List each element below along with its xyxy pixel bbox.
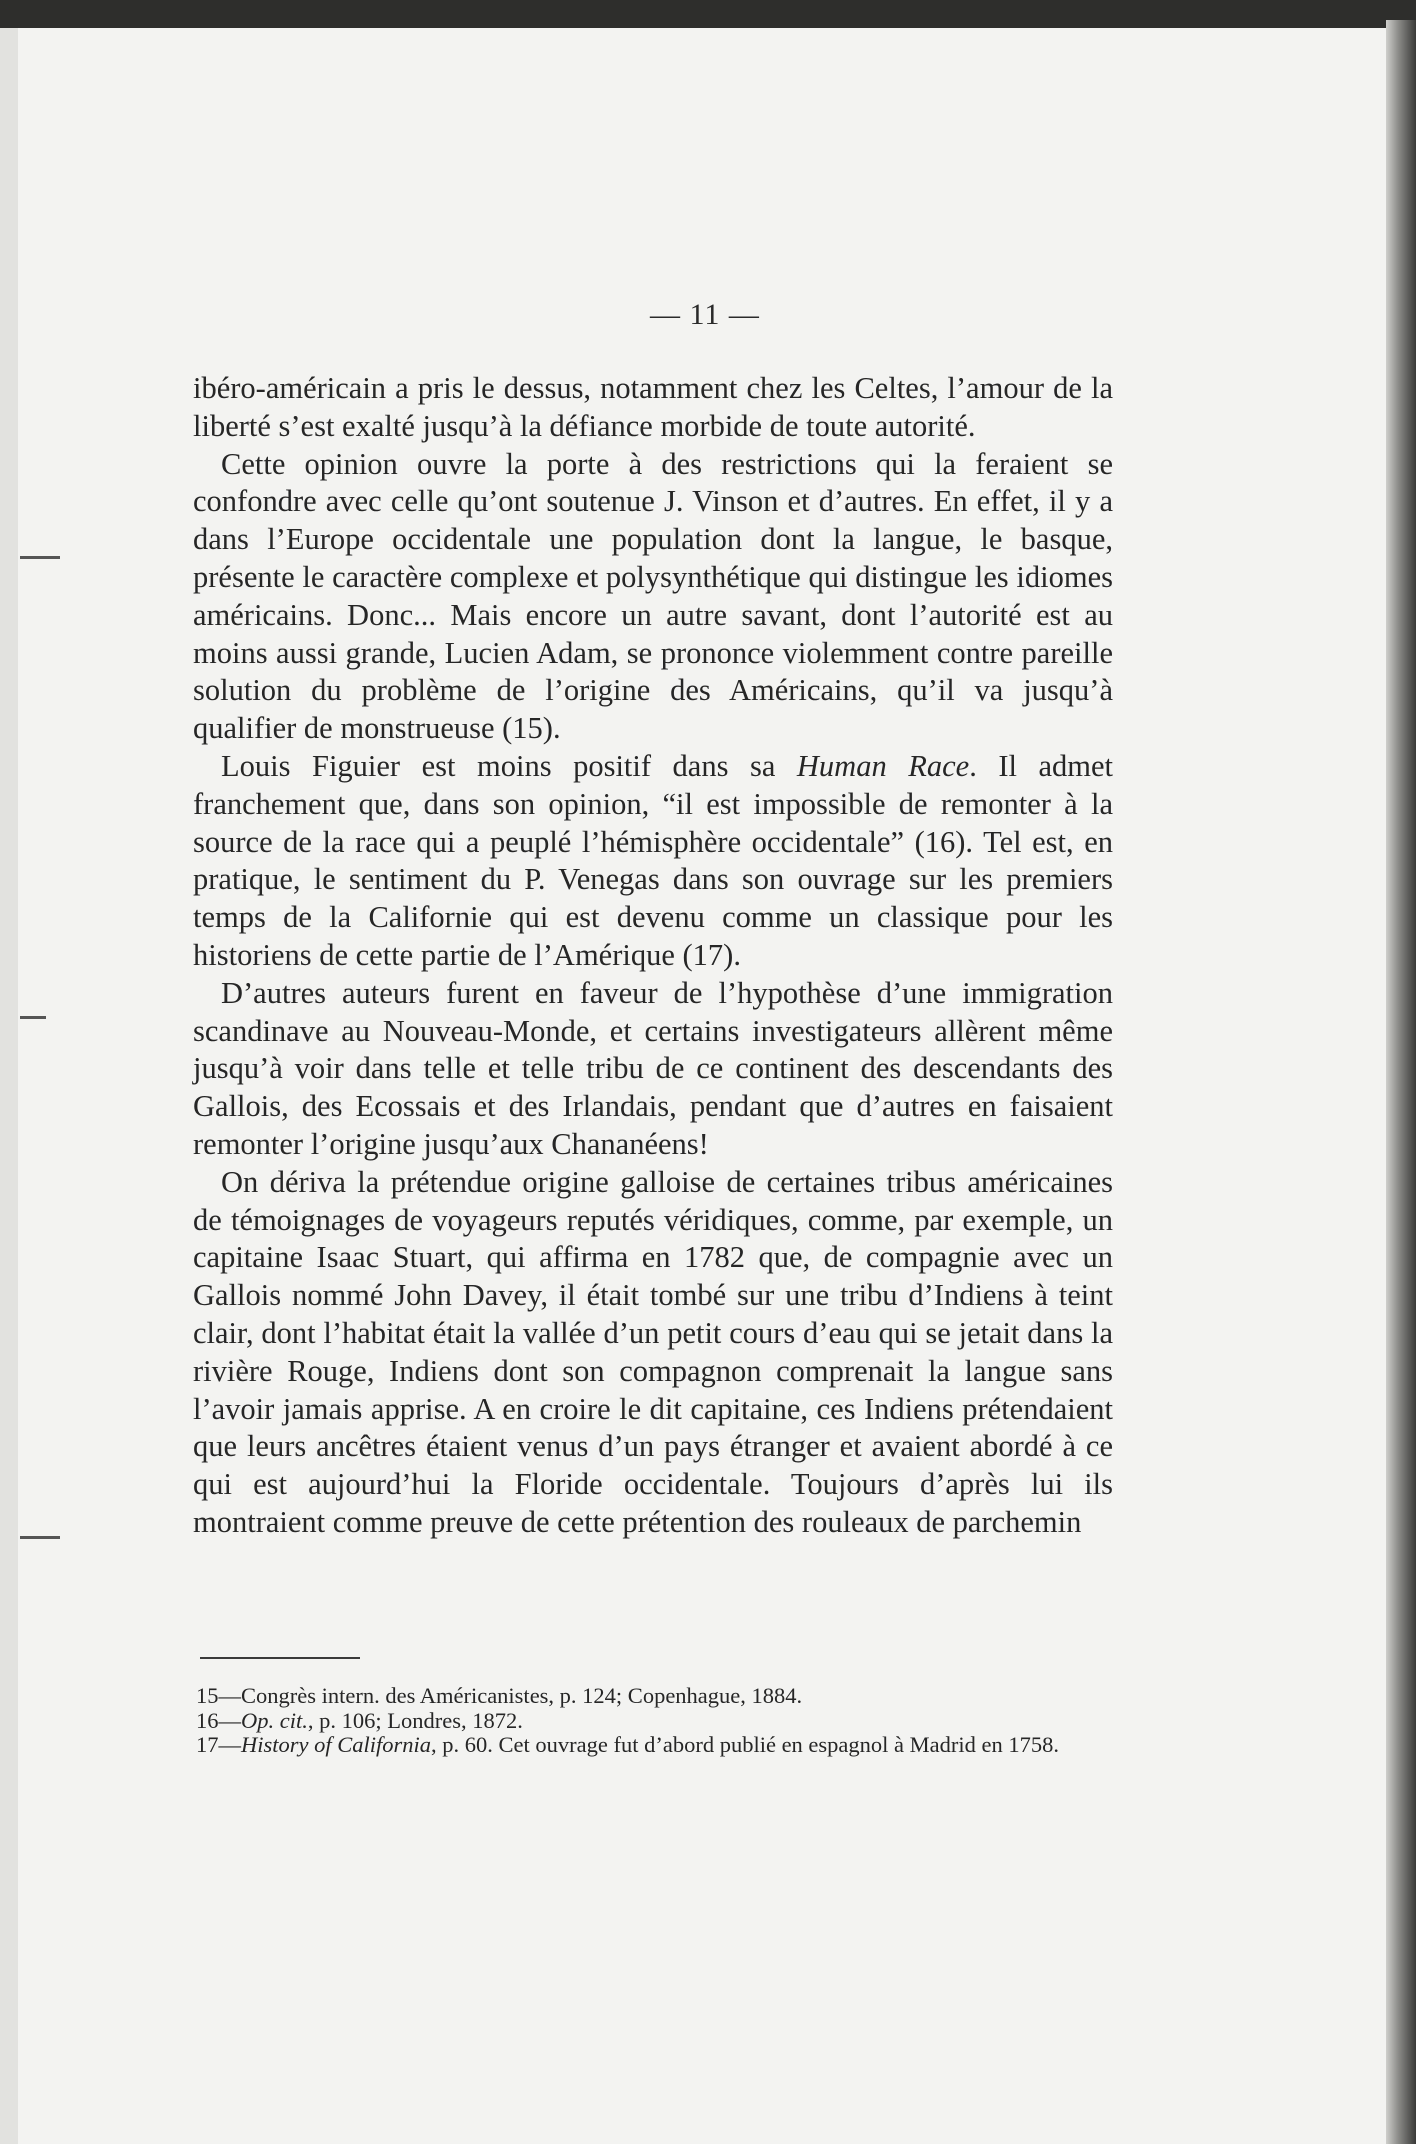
footnote-number: 16— [196, 1707, 241, 1733]
book-page [0, 28, 1392, 2144]
body-text [193, 370, 1113, 1542]
paragraph-text: Louis Figuier est moins positif dans sa [221, 748, 797, 783]
margin-mark [20, 1536, 60, 1539]
paragraph: Cette opinion ouvre la porte à des restrictions qui la feraient se confondre avec celle qu’ont soutenue J. Vinson et d’autres. En effet, il y a dans l’Europe occidentale une population dont la langue, le basque, présente le caractère complexe et polysynthétique qui distingue les idiomes américains. Donc... Mais encore un autre savant, dont l’autorité est au moins aussi grande, Lucien Adam, se prononce violemment contre pareille solution du problème de l’origine des Américains, qu’il va jusqu’à qualifier de monstrueuse (15). [193, 446, 1113, 746]
footnotes [196, 1684, 1116, 1758]
footnote-17 [196, 1733, 1116, 1758]
margin-mark [20, 556, 60, 559]
paragraph-text: . Il admet franchement que, dans son opinion, “il est impossible de remonter à la source de la race qui a peuplé l’hémisphère occidentale” (16). [193, 748, 1113, 859]
footnote-rule [200, 1657, 360, 1659]
footnote-15: 15—Congrès intern. des Américanistes, p. 124; Copenhague, 1884. [196, 1683, 803, 1708]
paragraph [193, 748, 1113, 975]
paragraph: D’autres auteurs furent en faveur de l’hypothèse d’une immigration scandinave au Nouveau-Monde, et certains investigateurs allèrent même jusqu’à voir dans telle et telle tribu de ce continent des descendants des Gallois, des Ecossais et des Irlandais, pendant que d’autres en faisaient remonter l’origine jusqu’aux Chananéens! [193, 975, 1113, 1161]
footnote-number: 17— [196, 1732, 241, 1757]
page-edge [1386, 20, 1416, 2144]
book-title: Human Race [796, 748, 970, 783]
footnote-title: Op. cit. [241, 1707, 308, 1733]
paragraph: On dériva la prétendue origine galloise de certaines tribus américaines de témoignages de voyageurs reputés véridiques, comme, par exemple, un capitaine Isaac Stuart, qui affirma en 1782 que, de compagnie avec un Gallois nommé John Davey, il était tombé sur une tribu d’Indiens à teint clair, dont l’habitat était la vallée d’un petit cours d’eau qui se jetait dans la rivière Rouge, Indiens dont son compagnon comprenait la langue sans l’avoir jamais apprise. A en croire le dit capitaine, ces Indiens prétendaient que leurs ancêtres étaient venus d’un pays étranger et avaient abordé à ce qui est aujourd’hui la Floride occidentale. Toujours d’après lui ils montraient comme preuve de cette prétention des rouleaux de parchemin [193, 1164, 1113, 1539]
paragraph-text: Tel est, en pratique, le sentiment du P. Venegas dans son ouvrage sur les premiers temps de la Californie qui est devenu comme un classique pour les historiens de cette partie de l’Amérique (17). [193, 824, 1114, 972]
footnote-text: , p. 60. Cet ouvrage fut d’abord publié en espagnol à Madrid en 1758. [431, 1732, 1059, 1757]
footnote-text: , p. 106; Londres, 1872. [307, 1707, 523, 1733]
page-number: — 11 — [650, 298, 760, 331]
footnote-16 [196, 1709, 1116, 1734]
paragraph: ibéro-américain a pris le dessus, notamment chez les Celtes, l’amour de la liberté s’est exalté jusqu’à la défiance morbide de toute autorité. [193, 371, 1113, 443]
footnote-title: History of California [241, 1732, 432, 1757]
margin-mark [20, 1016, 46, 1019]
